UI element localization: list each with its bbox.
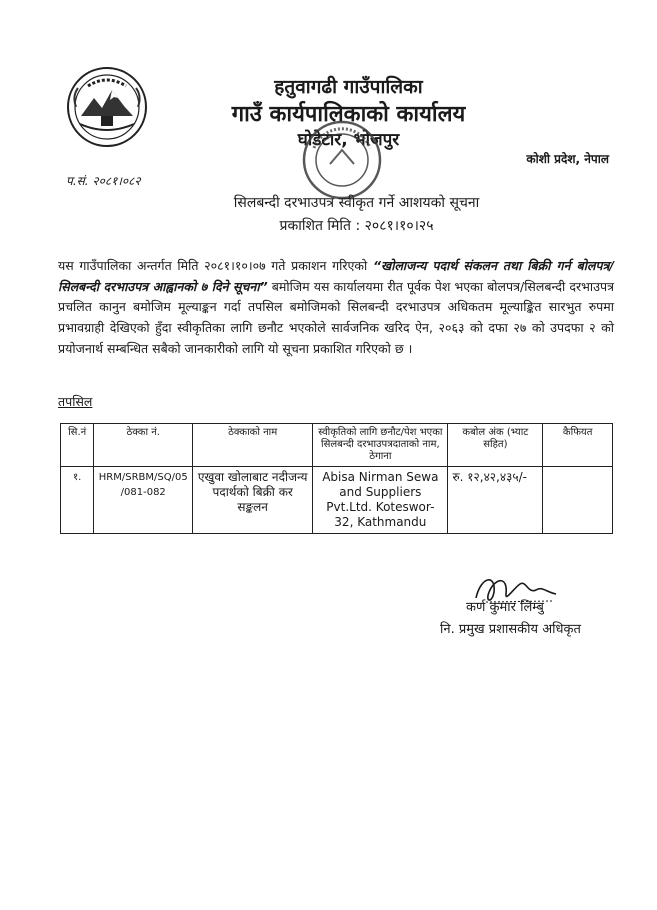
cell-remarks <box>543 467 613 534</box>
cell-contract-no: HRM/SRBM/SQ/05 /081-082 <box>94 467 193 534</box>
reference-number: प.सं. २०८१।०८२ <box>66 174 141 188</box>
cell-bidder: Abisa Nirman Sewa and Suppliers Pvt.Ltd. Koteswor-32, Kathmandu <box>313 467 448 534</box>
header-contract-no: ठेक्का नं. <box>94 424 193 467</box>
office-stamp-icon <box>300 118 384 202</box>
body-text-part2: बमोजिम यस कार्यालयमा रीत पूर्वक पेश भएका बोलपत्र/सिलबन्दी दरभाउपत्र प्रचलित कानुन बमोजिम मूल्याङ्कन गर्दा तपसिल बमोजिमको सिलबन्दी दरभाउपत्र अधिकतम मूल्याङ्कित सारभुत रुपमा प्रभावग्राही देखिएको हुँदा स्वीकृतिका लागि छनौट भएकोले सार्वजनिक खरिद ऐन, २०६३ को दफा २७ को उपदफा २ को प्रयोजनार्थ सम्बन्धित सबैको जानकारीको लागि यो सूचना प्रकाशित गरिएको छ । <box>58 278 614 356</box>
header-amount: कबोल अंक (भ्याट सहित) <box>448 424 543 467</box>
published-date: प्रकाशित मिति : २०८१।१०।२५ <box>279 218 434 234</box>
annex-label: तपसिल <box>58 394 93 409</box>
province-label: कोशी प्रदेश, नेपाल <box>526 152 609 166</box>
signatory-designation: नि. प्रमुख प्रशासकीय अधिकृत <box>440 622 581 637</box>
body-notice-reference: “खोलाजन्य पदार्थ संकलन तथा बिक्री गर्न बोलपत्र/सिलबन्दी दरभाउपत्र आह्वानको ७ दिने सूचना” <box>58 258 614 294</box>
header-contract-name: ठेक्काको नाम <box>193 424 313 467</box>
municipality-name: हतुवागढी गाउँपालिका <box>274 76 423 98</box>
header-serial: सि.नं <box>61 424 94 467</box>
notice-body <box>58 256 614 360</box>
office-address: घोडेटार, भोजपुर <box>297 130 400 150</box>
cell-serial: १. <box>61 467 94 534</box>
signatory-name: कर्ण कुमार लिम्बु <box>466 600 544 615</box>
table-header-row <box>61 424 613 467</box>
office-name: गाउँ कार्यपालिकाको कार्यालय <box>231 102 466 127</box>
header-remarks: कैफियत <box>543 424 613 467</box>
cell-amount: रु. १२,४२,४३५/- <box>448 467 543 534</box>
header-bidder: स्वीकृतिको लागि छनौट/पेश भएका सिलबन्दी दरभाउपत्रदाताको नाम, ठेगाना <box>313 424 448 467</box>
cell-contract-name: एखुवा खोलाबाट नदीजन्य पदार्थको बिक्री कर सङ्कलन <box>193 467 313 534</box>
bid-table <box>60 423 613 534</box>
table-row <box>61 467 613 534</box>
notice-title: सिलबन्दी दरभाउपत्र स्वीकृत गर्ने आशयको सूचना <box>233 195 480 211</box>
body-text-part1: यस गाउँपालिका अन्तर्गत मिति २०८१।१०।०७ गते प्रकाशन गरिएको <box>58 258 373 273</box>
